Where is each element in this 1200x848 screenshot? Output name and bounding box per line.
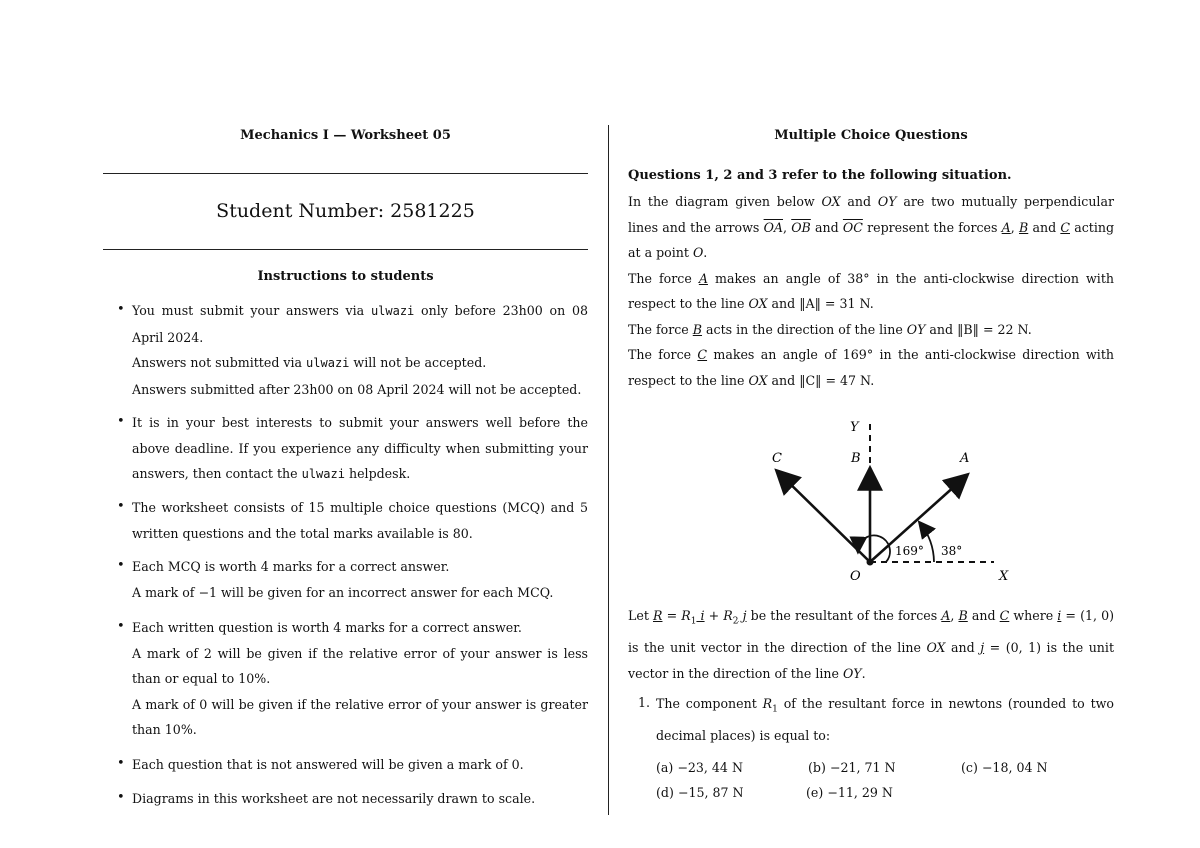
instructions-heading: Instructions to students xyxy=(257,269,434,284)
label-y: Y xyxy=(850,420,859,435)
resultant-definition: Let $R = R_1$ $i + R_2$ j be the resultant of the forces A, B and C where i = (1, 0) is the unit vector in the direction of the line OX and j = (0, 1) is the unit vector in the direction of the line OY. xyxy=(628,608,1115,681)
worksheet-title: Mechanics I — Worksheet 05 xyxy=(240,128,451,143)
angle-label-c: 169° xyxy=(895,544,924,558)
bullet-2-marker: • xyxy=(117,414,125,429)
origin-point xyxy=(867,559,874,566)
instruction-6: Each question that is not answered will be given a mark of 0. xyxy=(132,757,524,772)
option-c[interactable]: (c) −18, 04 N xyxy=(961,760,1048,775)
bullet-4-marker: • xyxy=(117,558,125,573)
top-rule xyxy=(103,173,588,174)
bottom-rule xyxy=(103,249,588,250)
bullet-6-marker: • xyxy=(117,756,125,771)
instruction-7: Diagrams in this worksheet are not necessarily drawn to scale. xyxy=(132,791,536,806)
bullet-5-marker: • xyxy=(117,619,125,634)
force-diagram xyxy=(758,412,1158,592)
label-b: B xyxy=(851,451,861,466)
instruction-5: Each written question is worth 4 marks for a correct answer. A mark of 2 will be given if the relative error of your answer is less than or equal to 10%. A mark of 0 will be given if the relative error of your answer is greater than 10%. xyxy=(132,620,588,737)
angle-label-a: 38° xyxy=(941,544,963,558)
situation-text: In the diagram given below OX and OY are two mutually perpendicular lines and the arrows $\overline{OA}$, $\overline{OB}$ and $\overline{OC}$ represent the forces A, B and C acting at a point O. The force A makes an angle of 38° in the anti-clockwise direction with respect to the line OX and ‖A‖ = 31 N. The force B acts in the direction of the line OY and ‖B‖ = 22 N. The force C makes an angle of 169° in the anti-clockwise direction with respect to the line OX and ‖C‖ = 47 N. xyxy=(628,194,1115,388)
label-o: O xyxy=(850,569,861,584)
ulwazi-system: ulwazi xyxy=(370,304,415,318)
instruction-4: Each MCQ is worth 4 marks for a correct answer. A mark of −1 will be given for an incorrect answer for each MCQ. xyxy=(132,559,554,600)
question-1-number: 1. xyxy=(638,695,651,710)
option-e[interactable]: (e) −11, 29 N xyxy=(806,785,893,800)
label-c: C xyxy=(772,451,782,466)
question-1-text: The component $R_1$ of the resultant force in newtons (rounded to two decimal places) is equal to: xyxy=(656,696,1114,744)
bullet-3-marker: • xyxy=(117,499,125,514)
question-reference: Questions 1, 2 and 3 refer to the following situation. xyxy=(628,168,1012,183)
instruction-1: You must submit your answers via ulwazi only before 23h00 on 08 April 2024. Answers not submitted via ulwazi will not be accepted. Answers submitted after 23h00 on 08 April 2024 will not be accepted. xyxy=(132,303,588,397)
label-a: A xyxy=(960,451,970,466)
option-b[interactable]: (b) −21, 71 N xyxy=(808,760,896,775)
student-number: Student Number: 2581225 xyxy=(216,200,475,222)
option-a[interactable]: (a) −23, 44 N xyxy=(656,760,743,775)
instruction-3: The worksheet consists of 15 multiple choice questions (MCQ) and 5 written questions and the total marks available is 80. xyxy=(132,500,588,541)
label-x: X xyxy=(999,569,1009,584)
option-d[interactable]: (d) −15, 87 N xyxy=(656,785,744,800)
mcq-heading: Multiple Choice Questions xyxy=(774,128,968,143)
bullet-7-marker: • xyxy=(117,790,125,805)
bullet-1-marker: • xyxy=(117,302,125,317)
column-divider xyxy=(608,125,609,815)
force-c-arrow xyxy=(778,472,870,562)
instruction-2: It is in your best interests to submit your answers well before the above deadline. If you experience any difficulty when submitting your answers, then contact the ulwazi helpdesk. xyxy=(132,415,588,481)
